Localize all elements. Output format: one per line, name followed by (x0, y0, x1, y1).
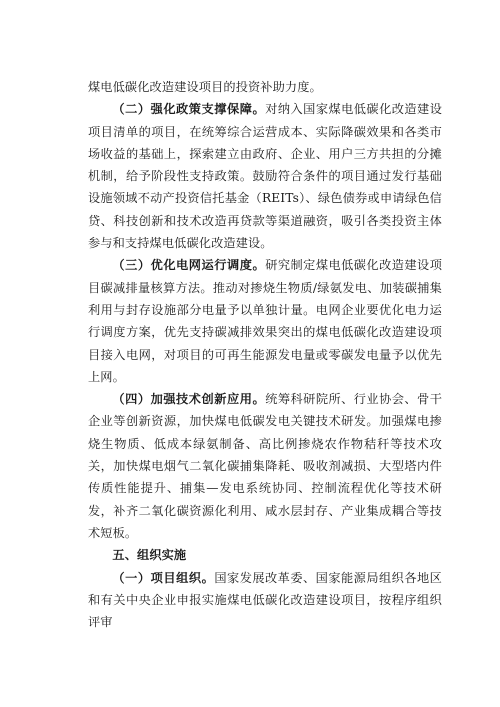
paragraph-grid-dispatch (88, 254, 442, 388)
paragraph-body: 国家发展改革委、国家能源局组织各地区和有关中央企业申报实施煤电低碳化改造建设项目，按程序组织评审 (88, 570, 442, 630)
paragraph-lead: （一）项目组织。 (112, 570, 215, 585)
section-heading: 五、组织实施 (112, 548, 187, 563)
paragraph-body: 研究制定煤电低碳化改造建设项目碳减排量核算方法。推动对掺烧生物质/绿氨发电、加装碳捕集利用与封存设施部分电量予以单独计量。电网企业要优化电力运行调度方案，优先支持碳减排效果突出的煤电低碳化改造建设项目接入电网，对项目的可再生能源发电量或零碳发电量予以优先上网。 (88, 258, 443, 384)
paragraph-body: 对纳入国家煤电低碳化改造建设项目清单的项目，在统筹综合运营成本、实际降碳效果和各类市场收益的基础上，探索建立由政府、企业、用户三方共担的分摊机制，给予阶段性支持政策。鼓励符合条件的项目通过发行基础设施领域不动产投资信托基金（REITs）、绿色债券或申请绿色信贷、科技创新和技术改造再贷款等渠道融资，吸引各类投资主体参与和支持煤电低碳化改造建设。 (88, 102, 443, 251)
paragraph-tech-innovation (88, 388, 442, 544)
paragraph-body: 统筹科研院所、行业协会、骨干企业等创新资源，加快煤电低碳发电关键技术研发。加强煤电掺烧生物质、低成本绿氨制备、高比例掺烧农作物秸秆等技术攻关，加快煤电烟气二氧化碳捕集降耗、吸收剂减损、大型塔内件传质性能提升、捕集—发电系统协同、控制流程优化等技术研发，补齐二氧化碳资源化利用、咸水层封存、产业集成耦合等技术短板。 (88, 392, 443, 540)
paragraph-project-organization (88, 567, 442, 634)
paragraph-lead: （二）强化政策支撑保障。 (112, 102, 266, 117)
paragraph-policy-support (88, 98, 442, 254)
document-body (88, 76, 442, 633)
paragraph-lead: （四）加强技术创新应用。 (112, 392, 266, 407)
paragraph-lead: （三）优化电网运行调度。 (112, 258, 266, 273)
continuation-text: 煤电低碳化改造建设项目的投资补助力度。 (88, 80, 322, 94)
